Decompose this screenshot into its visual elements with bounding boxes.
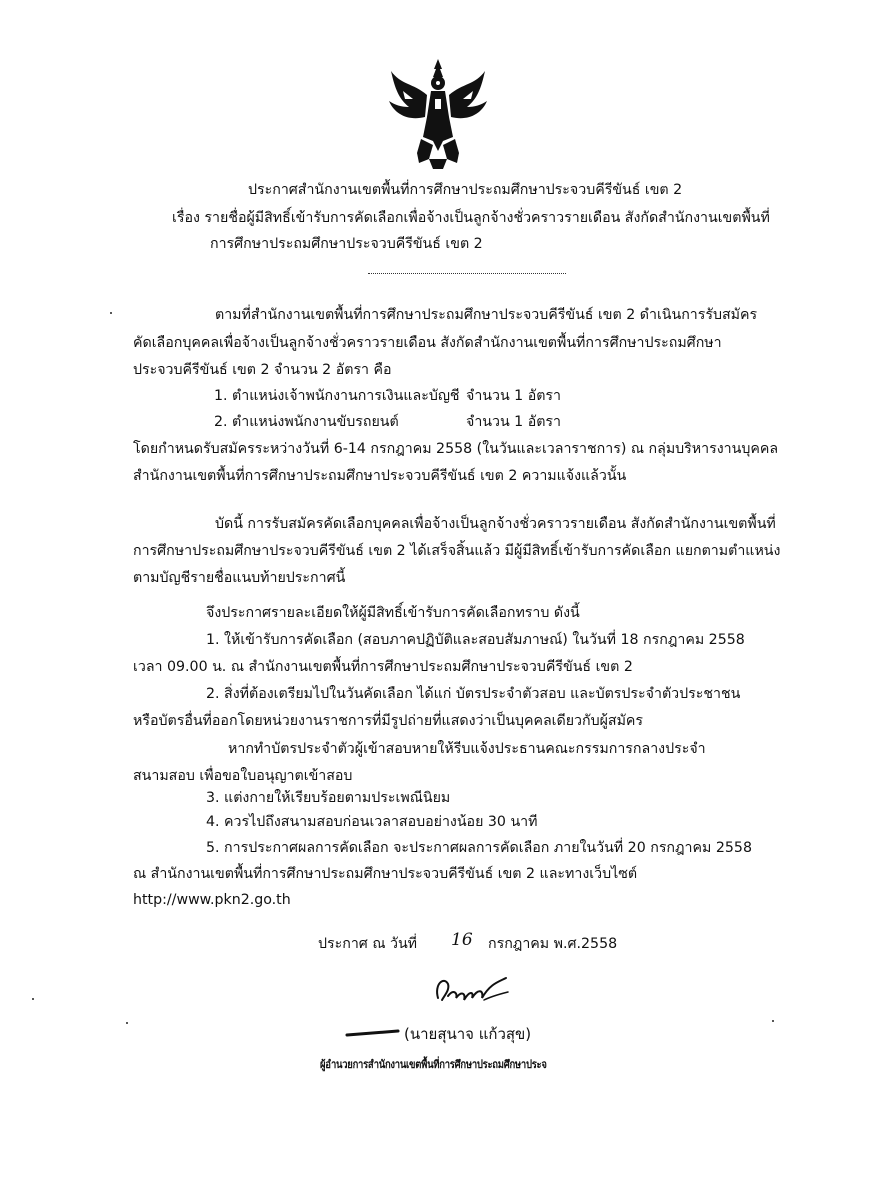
signature-stroke [345, 1028, 400, 1038]
announce-date-suffix: กรกฎาคม พ.ศ.2558 [488, 936, 618, 952]
subject-line-1: เรื่อง รายชื่อผู้มีสิทธิ์เข้ารับการคัดเลือกเพื่อจ้างเป็นลูกจ้างชั่วคราวรายเดือน สังกัดสำนักงานเขตพื้นที่ [172, 210, 770, 226]
item5-line1: 5. การประกาศผลการคัดเลือก จะประกาศผลการคัดเลือก ภายในวันที่ 20 กรกฎาคม 2558 [206, 840, 752, 856]
scan-speck [126, 1022, 128, 1024]
para2-line1: บัดนี้ การรับสมัครคัดเลือกบุคคลเพื่อจ้างเป็นลูกจ้างชั่วคราวรายเดือน สังกัดสำนักงานเขตพื้นที่ [215, 516, 776, 532]
announcement-title: ประกาศสำนักงานเขตพื้นที่การศึกษาประถมศึกษาประจวบคีรีขันธ์ เขต 2 [248, 182, 683, 198]
para1-line3: ประจวบคีรีขันธ์ เขต 2 จำนวน 2 อัตรา คือ [133, 362, 392, 378]
item2-line3: หากทำบัตรประจำตัวผู้เข้าสอบหายให้รีบแจ้งประธานคณะกรรมการกลางประจำ [228, 741, 706, 757]
item3: 3. แต่งกายให้เรียบร้อยตามประเพณีนิยม [206, 790, 451, 806]
signature-mark [432, 970, 512, 1010]
para1-line1: ตามที่สำนักงานเขตพื้นที่การศึกษาประถมศึกษาประจวบคีรีขันธ์ เขต 2 ดำเนินการรับสมัคร [215, 307, 758, 323]
subject-line-2: การศึกษาประถมศึกษาประจวบคีรีขันธ์ เขต 2 [210, 236, 483, 252]
item4: 4. ควรไปถึงสนามสอบก่อนเวลาสอบอย่างน้อย 30 นาที [206, 814, 538, 830]
para2-line2: การศึกษาประถมศึกษาประจวบคีรีขันธ์ เขต 2 ได้เสร็จสิ้นแล้ว มีผู้มีสิทธิ์เข้ารับการคัดเลือก แยกตามตำแหน่ง [133, 543, 781, 559]
item5-line2: ณ สำนักงานเขตพื้นที่การศึกษาประถมศึกษาประจวบคีรีขันธ์ เขต 2 และทางเว็บไซต์ [133, 866, 638, 882]
signatory-title: ผู้อำนวยการสำนักงานเขตพื้นที่การศึกษาประถมศึกษาประจ [320, 1058, 547, 1071]
position-1-name: 1. ตำแหน่งเจ้าพนักงานการเงินและบัญชี [214, 388, 460, 404]
position-2-count: จำนวน 1 อัตรา [466, 414, 562, 430]
signatory-name: (นายสุนาจ แก้วสุข) [404, 1025, 532, 1043]
scan-speck [110, 312, 112, 314]
para1b-line2: สำนักงานเขตพื้นที่การศึกษาประถมศึกษาประจวบคีรีขันธ์ เขต 2 ความแจ้งแล้วนั้น [133, 468, 627, 484]
para2-line3: ตามบัญชีรายชื่อแนบท้ายประกาศนี้ [133, 570, 346, 586]
item1-line2: เวลา 09.00 น. ณ สำนักงานเขตพื้นที่การศึกษาประถมศึกษาประจวบคีรีขันธ์ เขต 2 [133, 659, 633, 675]
item2-line4: สนามสอบ เพื่อขอใบอนุญาตเข้าสอบ [133, 768, 353, 784]
para3-intro: จึงประกาศรายละเอียดให้ผู้มีสิทธิ์เข้ารับการคัดเลือกทราบ ดังนี้ [206, 605, 580, 621]
position-1-count: จำนวน 1 อัตรา [466, 388, 562, 404]
item1-line1: 1. ให้เข้ารับการคัดเลือก (สอบภาคปฏิบัติและสอบสัมภาษณ์) ในวันที่ 18 กรกฎาคม 2558 [206, 632, 745, 648]
garuda-emblem-icon [383, 55, 493, 175]
scan-speck [32, 998, 34, 1000]
scan-speck [772, 1020, 774, 1022]
item2-line2: หรือบัตรอื่นที่ออกโดยหน่วยงานราชการที่มีรูปถ่ายที่แสดงว่าเป็นบุคคลเดียวกับผู้สมัคร [133, 713, 644, 729]
announce-date-prefix: ประกาศ ณ วันที่ [318, 936, 418, 952]
separator-rule [368, 273, 566, 274]
para1b-line1: โดยกำหนดรับสมัครระหว่างวันที่ 6-14 กรกฎาคม 2558 (ในวันและเวลาราชการ) ณ กลุ่มบริหารงานบุคคล [133, 441, 779, 457]
item2-line1: 2. สิ่งที่ต้องเตรียมไปในวันคัดเลือก ได้แก่ บัตรประจำตัวสอบ และบัตรประจำตัวประชาชน [206, 686, 741, 702]
announce-day-handwritten: 16 [451, 930, 473, 950]
website-url: http://www.pkn2.go.th [133, 892, 291, 908]
para1-line2: คัดเลือกบุคคลเพื่อจ้างเป็นลูกจ้างชั่วคราวรายเดือน สังกัดสำนักงานเขตพื้นที่การศึกษาประถมศึกษา [133, 335, 722, 351]
position-2-name: 2. ตำแหน่งพนักงานขับรถยนต์ [214, 414, 399, 430]
